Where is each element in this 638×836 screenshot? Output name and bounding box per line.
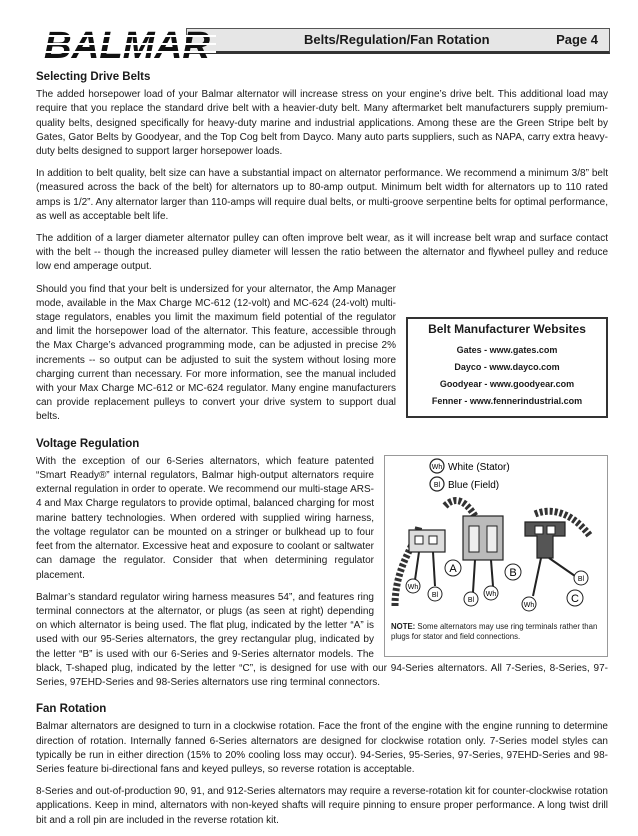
fan-paragraph-1: Balmar alternators are designed to turn in a clockwise rotation. Face the front of the engine with the engine running to determine direction of rotation. Internally fanned 6-Series alternators are designed for clockwise rotation only. 7-Series model styles can typically be run in either direction (15% to 20% cooling loss may occur). 94-Series, 95-Series, 97-Series, 97EHD-Series and 98-Series feature bi-directional fans and keyed pulleys, so reverse rotation is acceptable.: [36, 721, 608, 775]
figure-note: [391, 622, 601, 642]
website-dayco: Dayco - www.dayco.com: [454, 361, 560, 372]
websites-box: [406, 317, 608, 418]
logo-text: BALMAR: [44, 25, 211, 64]
website-goodyear: Goodyear - www.goodyear.com: [439, 378, 575, 389]
page-number: Page 4: [556, 32, 598, 47]
svg-text:Bl: Bl: [431, 591, 439, 599]
legend-white: White (Stator): [448, 461, 510, 473]
legend-wh-tag: Wh: [431, 463, 443, 471]
figure-note-label: NOTE:: [391, 621, 416, 631]
content: [36, 70, 608, 836]
plug-c-shape: [525, 522, 565, 558]
voltage-paragraph-1: With the exception of our 6-Series alternators, which feature patented “Smart Ready®” internal regulators, Balmar high-output alternators require external regulation in order to operate. We recommend our multi-stage ARS-4 and Max Charge regulators to provide optimal, balanced charging for most marine battery technologies. When ordered with supplied wiring harness, the voltage regulator can be mounted on a stringer or bulkhead up to four feet from the alternator. Excessive heat and exposure to coolant or saltwater can damage the regulator. Consider that when determining regulator placement.: [36, 455, 374, 581]
heading-fan: Fan Rotation: [36, 703, 107, 716]
fan-paragraph-2: 8-Series and out-of-production 90, 91, and 912-Series alternators may require a reverse-rotation kit for counter-clockwise rotation applications. Keep in mind, alternators with non-keyed shafts will require pinning to ensure proper performance. A long twist drill bit and a roll pin are included in the reverse rotation kit.: [36, 786, 608, 826]
header: [36, 24, 608, 64]
voltage-paragraph-2: Balmar’s standard regulator wiring harness measures 54”, and features ring terminal connectors at the alternator, or plugs (as seen at right) depending on which alternator is being used. The flat plug, indicated by the letter “A” is used with our 95-Series alternators, the grey rectangular plug, indicated by the letter “B” is used with our 6-Series and 9-Series alternator models. The black, T-shaped plug, indicated by the letter “C”, is designed for use with our 94-Series alternators. All 7-Series, 8-Series, 97-Series, 97EHD-Series and 98-Series alternators use ring terminal connectors.: [36, 591, 608, 688]
svg-text:Bl: Bl: [467, 596, 475, 604]
plug-diagram: [385, 456, 607, 618]
label-a: A: [449, 562, 457, 575]
websites-title: Belt Manufacturer Websites: [428, 321, 586, 336]
plug-c-pin-2: [547, 526, 555, 534]
plug-a-pin-1: [415, 536, 423, 544]
website-fenner: Fenner - www.fennerindustrial.com: [431, 395, 583, 406]
svg-text:Bl: Bl: [577, 575, 585, 583]
legend-blue: Blue (Field): [448, 479, 500, 491]
label-b: B: [509, 566, 517, 579]
belts-paragraph-3: The addition of a larger diameter alternator pulley can often improve belt wear, as it will increase belt wrap and surface contact with the belt -- though the increased pulley diameter will lessen the ratio between the alternator and flywheel pulley and reduce low end amperage output.: [36, 233, 608, 273]
plug-b-slot-1: [469, 526, 479, 552]
belts-paragraph-4: Should you find that your belt is undersized for your alternator, the Amp Manager mode, available in the Max Charge MC-612 (12-volt) and MC-624 (24-volt) multi-stage regulators, enables you limit the maximum field potential of the regulator and limit the horsepower load of the alternator. This feature, accessible through the Max Charge’s advanced programming mode, can be adjusted in precise 2% increments -- so output can be adjusted to suit the system without losing more charging current than necessary. For more information, see the manual included with your Max Charge MC-612 or MC-624 regulator. Many engine manufacturers can provide replacement pulleys to convert your drive system to support dual belts.: [36, 283, 396, 423]
plug-a-shape: [409, 530, 445, 552]
svg-text:Wh: Wh: [523, 601, 535, 609]
plug-c-pin-1: [535, 526, 543, 534]
plug-figure: [384, 455, 608, 657]
plug-a-pin-2: [429, 536, 437, 544]
figure-note-text: Some alternators may use ring terminals rather than plugs for stator and field connections.: [391, 621, 598, 641]
cable-b: [445, 500, 475, 515]
balmar-logo: [40, 24, 218, 64]
legend-bl-tag: Bl: [433, 481, 441, 489]
heading-voltage: Voltage Regulation: [36, 437, 140, 450]
svg-text:Wh: Wh: [407, 583, 419, 591]
label-c: C: [571, 592, 579, 605]
belts-paragraph-1: The added horsepower load of your Balmar alternator will increase stress on your engine’s drive belt. This additional load may require that you replace the standard drive belt with a heavier-duty belt. Many aftermarket belt manufacturers supply premium-quality belts, designed specifically for heavy-duty marine and industrial applications. Among these are the Green Stripe belt by Gates, Gator Belts by Goodyear, and the Top Cog belt from Dayco. Many auto parts suppliers, such as NAPA, carry extra heavy-duty belts designed to support larger horsepower loads.: [36, 89, 608, 158]
website-gates: Gates - www.gates.com: [456, 344, 558, 355]
header-title: Belts/Regulation/Fan Rotation: [304, 32, 490, 47]
plug-b-slot-2: [487, 526, 497, 552]
belts-paragraph-4-wrap: [36, 283, 608, 425]
heading-belts: Selecting Drive Belts: [36, 71, 151, 83]
belts-paragraph-2: In addition to belt quality, belt size can have a substantial impact on alternator performance. We recommend a minimum 3/8” belt (measured across the back of the belt) for alternators up to 80-amp output. Minimum belt width for alternators up to 110 rated amps is 1/2”. Any alternator larger than 110-amps will require dual belts, or multi-groove serpentine belts for optimal performance, as well as acceptable belt life.: [36, 168, 608, 222]
svg-text:Wh: Wh: [485, 590, 497, 598]
